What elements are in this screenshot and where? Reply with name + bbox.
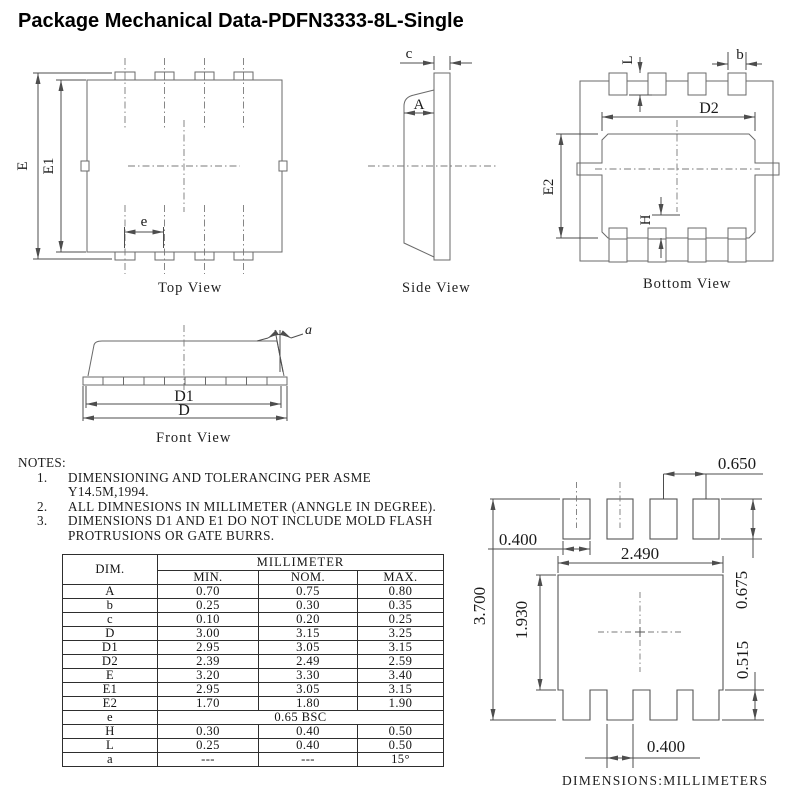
- cell-nom: 0.75: [259, 585, 358, 599]
- cell-min: 3.00: [158, 627, 259, 641]
- cell-span: 0.65 BSC: [158, 711, 444, 725]
- dim-label-top-pad-length: 0.675: [732, 570, 751, 610]
- note-text: DIMENSIONS D1 AND E1 DO NOT INCLUDE MOLD FLASH: [68, 513, 433, 529]
- cell-dim: A: [63, 585, 158, 599]
- cell-nom: 3.05: [259, 641, 358, 655]
- cell-dim: D1: [63, 641, 158, 655]
- note-text: PROTRUSIONS OR GATE BURRS.: [68, 527, 275, 543]
- cell-max: 2.59: [358, 655, 444, 669]
- table-row: [63, 697, 444, 711]
- dim-label-D1: D1: [174, 388, 194, 405]
- mold-body-outline: [88, 341, 284, 376]
- dim-label-E2: E2: [541, 178, 557, 196]
- dim-label-e: e: [140, 214, 148, 230]
- cell-dim: D2: [63, 655, 158, 669]
- cell-dim: e: [63, 711, 158, 725]
- dim-label-a: a: [305, 323, 312, 338]
- angle-annotation: [257, 330, 303, 372]
- dim-label-E1: E1: [41, 157, 57, 175]
- dim-label-H: H: [638, 214, 654, 226]
- cell-nom: ---: [259, 753, 358, 767]
- cell-min: 0.10: [158, 613, 259, 627]
- table-row: [63, 683, 444, 697]
- dim-label-D2: D2: [699, 100, 719, 117]
- notes-heading: NOTES:: [18, 455, 66, 470]
- cell-min: 2.95: [158, 641, 259, 655]
- table-header-unit: MILLIMETER: [158, 555, 444, 571]
- mold-body-outline: [404, 90, 434, 257]
- lead-strip-dividers: [103, 377, 267, 385]
- dim-label-A: A: [413, 97, 425, 113]
- side-view-caption: Side View: [402, 280, 471, 296]
- cell-min: 0.30: [158, 725, 259, 739]
- table-row: [63, 753, 444, 767]
- table-row: [63, 655, 444, 669]
- cell-min: 0.70: [158, 585, 259, 599]
- cell-dim: H: [63, 725, 158, 739]
- note-item: [18, 500, 448, 515]
- lead-frame-outline: [434, 73, 450, 260]
- note-number: 2.: [37, 498, 48, 514]
- dim-label-E: E: [15, 161, 31, 171]
- land-center-pad-outline: [558, 575, 723, 720]
- bottom-pins: [115, 252, 253, 260]
- notes-section: [18, 456, 448, 544]
- cell-max: 3.15: [358, 683, 444, 697]
- cell-nom: 0.30: [259, 599, 358, 613]
- note-text: DIMENSIONING AND TOLERANCING PER ASME: [68, 469, 371, 485]
- land-pattern-drawing: [470, 448, 797, 780]
- cell-min: 1.70: [158, 697, 259, 711]
- table-header-max: MAX.: [358, 571, 444, 585]
- cell-min: ---: [158, 753, 259, 767]
- page-title: Package Mechanical Data-PDFN3333-8L-Single: [18, 10, 464, 32]
- dim-label-c: c: [405, 46, 413, 62]
- dim-label-pad-width: 0.400: [498, 530, 538, 549]
- cell-dim: b: [63, 599, 158, 613]
- cell-dim: L: [63, 739, 158, 753]
- table-row: [63, 669, 444, 683]
- cell-max: 3.40: [358, 669, 444, 683]
- dimension-lines: [400, 56, 472, 113]
- cell-nom: 0.20: [259, 613, 358, 627]
- cell-min: 2.95: [158, 683, 259, 697]
- land-pattern-units-note: DIMENSIONS:MILLIMETERS: [562, 773, 769, 788]
- dim-label-bottom-tab-length: 0.515: [733, 640, 752, 680]
- note-item: [18, 514, 448, 543]
- note-item: [18, 471, 448, 500]
- table-row: [63, 739, 444, 753]
- cell-nom: 0.40: [259, 739, 358, 753]
- cell-max: 0.80: [358, 585, 444, 599]
- cell-dim: E1: [63, 683, 158, 697]
- cell-max: 0.50: [358, 725, 444, 739]
- note-number: 3.: [37, 513, 48, 529]
- dim-label-D: D: [178, 402, 190, 419]
- cell-dim: c: [63, 613, 158, 627]
- cell-max: 0.25: [358, 613, 444, 627]
- cell-nom: 3.05: [259, 683, 358, 697]
- front-view-drawing: [45, 310, 335, 430]
- dim-label-bottom-tab-width: 0.400: [646, 737, 686, 756]
- cell-nom: 1.80: [259, 697, 358, 711]
- cell-min: 0.25: [158, 739, 259, 753]
- cell-nom: 2.49: [259, 655, 358, 669]
- table-row: [63, 613, 444, 627]
- table-header-nom: NOM.: [259, 571, 358, 585]
- dim-label-b: b: [736, 47, 744, 63]
- cell-dim: a: [63, 753, 158, 767]
- cell-max: 3.25: [358, 627, 444, 641]
- note-number: 1.: [37, 469, 48, 485]
- cell-dim: E2: [63, 697, 158, 711]
- note-text: Y14.5M,1994.: [68, 484, 149, 500]
- package-body-outline: [87, 80, 282, 252]
- dimensions-table: [62, 554, 444, 767]
- table-row: [63, 725, 444, 739]
- cell-min: 0.25: [158, 599, 259, 613]
- cell-dim: D: [63, 627, 158, 641]
- cell-max: 0.50: [358, 739, 444, 753]
- cell-min: 2.39: [158, 655, 259, 669]
- top-view-drawing: [15, 50, 325, 300]
- dim-label-L: L: [620, 55, 636, 65]
- top-view-caption: Top View: [158, 280, 223, 296]
- cell-dim: E: [63, 669, 158, 683]
- cell-max: 1.90: [358, 697, 444, 711]
- land-top-pads: [563, 499, 719, 539]
- table-row: [63, 599, 444, 613]
- dim-label-overall-height: 3.700: [470, 586, 489, 626]
- dim-label-pad-height: 1.930: [512, 600, 531, 640]
- pad-center-cross: [635, 627, 645, 637]
- table-header-min: MIN.: [158, 571, 259, 585]
- cell-max: 0.35: [358, 599, 444, 613]
- bottom-view-drawing: [541, 40, 797, 300]
- dim-label-pitch: 0.650: [717, 454, 757, 473]
- bottom-view-caption: Bottom View: [643, 276, 732, 292]
- top-pins: [115, 72, 253, 80]
- side-view-drawing: [360, 45, 505, 300]
- note-text: ALL DIMNESIONS IN MILLIMETER (ANNGLE IN DEGREE).: [68, 498, 437, 514]
- cell-min: 3.20: [158, 669, 259, 683]
- table-row: [63, 711, 444, 725]
- table-row: [63, 585, 444, 599]
- table-row: [63, 641, 444, 655]
- cell-max: 15°: [358, 753, 444, 767]
- dim-label-pad-span: 2.490: [620, 544, 660, 563]
- table-header-dim: DIM.: [63, 555, 158, 585]
- table-row: [63, 627, 444, 641]
- cell-nom: 0.40: [259, 725, 358, 739]
- cell-nom: 3.15: [259, 627, 358, 641]
- cell-nom: 3.30: [259, 669, 358, 683]
- cell-max: 3.15: [358, 641, 444, 655]
- front-view-caption: Front View: [156, 430, 232, 446]
- pad-centerlines: [577, 480, 707, 672]
